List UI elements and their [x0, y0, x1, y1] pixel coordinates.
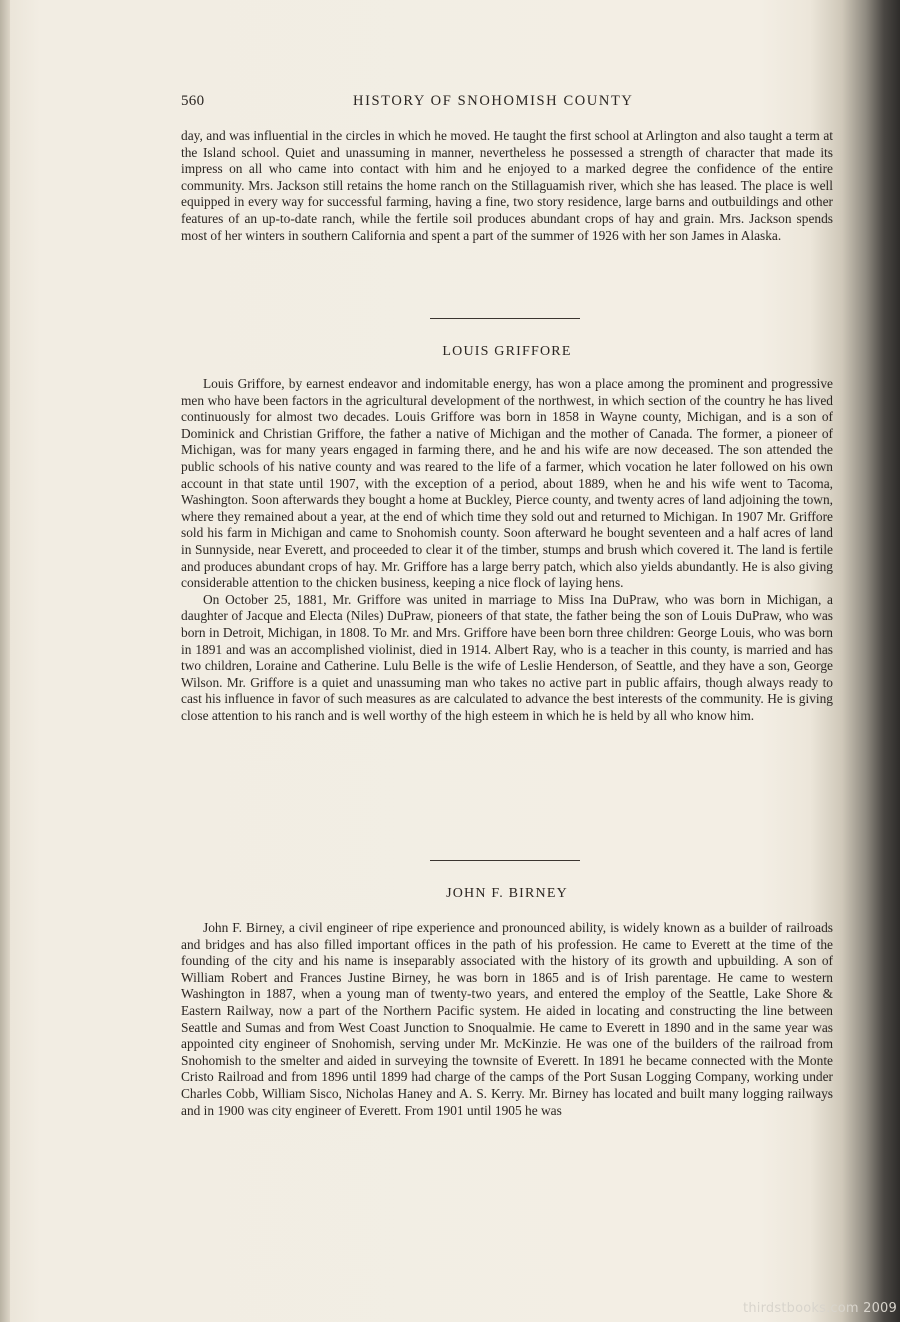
section-divider-2: [430, 860, 580, 861]
page-header: [181, 93, 831, 113]
biography-title-louis-griffore: LOUIS GRIFFORE: [442, 344, 572, 359]
running-head: HISTORY OF SNOHOMISH COUNTY: [353, 93, 634, 109]
biography-john-birney: [181, 920, 833, 1119]
biography-paragraph: Louis Griffore, by earnest endeavor and indomitable energy, has won a place among the prominent and progressive men who have been factors in the agricultural development of the northwest, in which section of the country he has lived continuously for almost two decades. Louis Griffore was born in 1858 in Wayne county, Michigan, and is a son of Dominick and Christian Griffore, the father a native of Michigan and the mother of Canada. The former, a pioneer of Michigan, was for many years engaged in farming there, and he and his wife are now deceased. The son attended the public schools of his native county and was reared to the life of a farmer, which vocation he later followed on his own account in that state until 1907, with the exception of a period, about 1889, when he and his wife went to Tacoma, Washington. Soon afterwards they bought a home at Buckley, Pierce county, and twenty acres of land adjoining the town, where they remained about a year, at the end of which time they sold out and returned to Michigan. In 1907 Mr. Griffore sold his farm in Michigan and came to Snohomish county. Soon afterward he bought seventeen and a half acres of land in Sunnyside, near Everett, and proceeded to clear it of the timber, stumps and brush which covered it. The land is fertile and produces abundant crops of hay. Mr. Griffore has a large berry patch, which also yields abundantly. He is also giving considerable attention to the chicken business, keeping a nice flock of laying hens.: [181, 376, 833, 591]
biography-paragraph: John F. Birney, a civil engineer of ripe experience and pronounced ability, is widely known as a builder of railroads and bridges and has also filled important offices in the path of his profession. He came to Everett at the time of the founding of the city and his name is inseparably associated with the history of its growth and upbuilding. A son of William Robert and Frances Justine Birney, he was born in 1865 and is of Irish parentage. He came to western Washington in 1887, when a young man of twenty-two years, and entered the employ of the Seattle, Lake Shore & Eastern Railway, now a part of the Northern Pacific system. He aided in locating and constructing the line between Seattle and Sumas and from West Coast Junction to Snoqualmie. He came to Everett in 1890 and in the same year was appointed city engineer of Snohomish, serving under Mr. McKinzie. He was one of the builders of the railroad from Snohomish to the smelter and aided in surveying the townsite of Everett. In 1891 he became connected with the Monte Cristo Railroad and from 1896 until 1899 had charge of the camps of the Port Susan Logging Company, working under Charles Cobb, William Sisco, Nicholas Haney and A. S. Kerry. Mr. Birney has located and built many logging railways and in 1900 was city engineer of Everett. From 1901 until 1905 he was: [181, 920, 833, 1118]
biography-paragraph: On October 25, 1881, Mr. Griffore was united in marriage to Miss Ina DuPraw, who was born in Michigan, a daughter of Jacque and Electa (Niles) DuPraw, pioneers of that state, the father being the son of Louis DuPraw, who was born in Detroit, Michigan, in 1808. To Mr. and Mrs. Griffore have been born three children: George Louis, who was born in 1891 and was an accomplished violinist, died in 1914. Albert Ray, who is a teacher in this county, is married and has two children, Loraine and Catherine. Lulu Belle is the wife of Leslie Henderson, of Seattle, and they have a son, George Wilson. Mr. Griffore is a quiet and unassuming man who takes no active part in public affairs, though always ready to cast his influence in favor of such measures as are calculated to advance the best interests of the community. He is giving close attention to his ranch and is well worthy of the high esteem in which he is held by all who know him.: [181, 591, 833, 723]
biography-louis-griffore: [181, 376, 833, 724]
continuation-section: [181, 128, 833, 244]
page-binding-edge: [0, 0, 10, 1322]
continuation-paragraph: day, and was influential in the circles in which he moved. He taught the first school at Arlington and also taught a term at the Island school. Quiet and unassuming in manner, nevertheless he possessed a strength of character that made its impress on all who came into contact with him and he enjoyed to a marked degree the confidence of the entire community. Mrs. Jackson still retains the home ranch on the Stillaguamish river, which she has leased. The place is well equipped in every way for successful farming, having a fine, two story residence, large barns and outbuildings and other features of an up-to-date ranch, while the fertile soil produces abundant crops of hay and grain. Mrs. Jackson spends most of her winters in southern California and spent a part of the summer of 1926 with her son James in Alaska.: [181, 128, 833, 243]
watermark: thirdstbooks.com 2009: [743, 1301, 897, 1316]
page-number: 560: [181, 93, 205, 109]
section-divider-1: [430, 318, 580, 319]
biography-title-john-birney: JOHN F. BIRNEY: [446, 886, 568, 901]
